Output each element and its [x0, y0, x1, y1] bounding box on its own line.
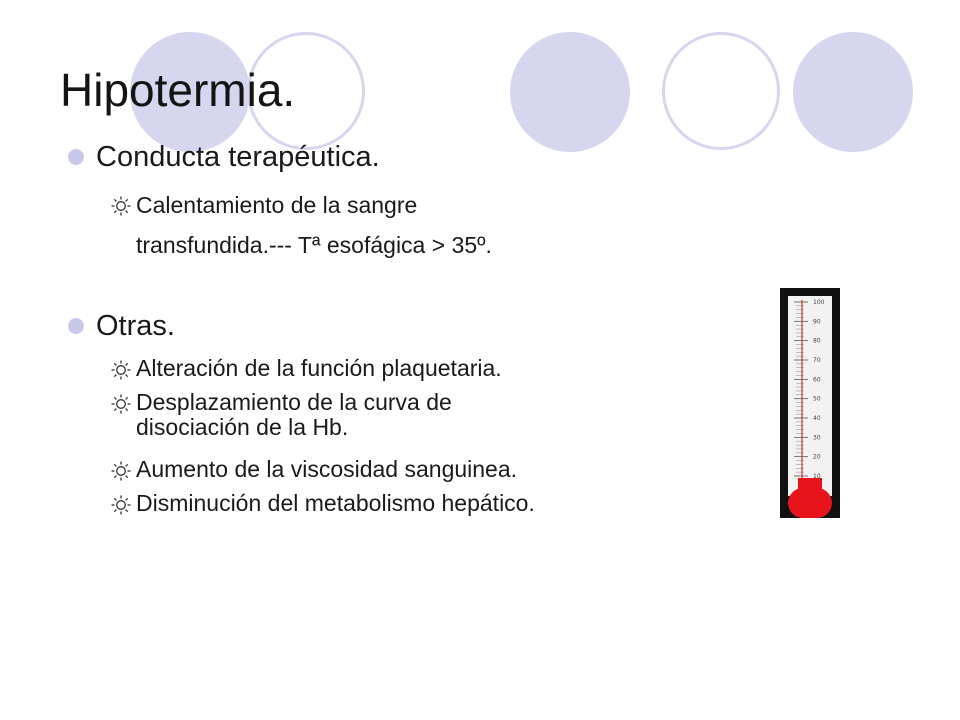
sun-bullet-icon — [110, 195, 132, 217]
bullet-heading: Conducta terapéutica. — [96, 141, 380, 173]
subbullet-desplazamiento — [110, 390, 452, 440]
decor-ring-2 — [662, 32, 780, 150]
bullet-dot-icon — [68, 149, 84, 165]
item-line: Alteración de la función plaquetaria. — [136, 355, 502, 381]
sun-bullet-icon — [110, 460, 132, 482]
sun-bullet-icon — [110, 393, 132, 415]
sun-bullet-icon — [110, 494, 132, 516]
decor-circle-2 — [510, 32, 630, 152]
thermometer-scale-label: 10 — [813, 473, 821, 480]
thermometer-scale-label: 30 — [813, 434, 821, 442]
item-line: disociación de la Hb. — [136, 414, 349, 440]
thermometer-scale-label: 20 — [813, 453, 821, 461]
thermometer-scale-label: 80 — [813, 337, 821, 345]
item-line: transfundida.--- Tª esofágica > 35º. — [136, 232, 492, 258]
bullet-heading: Otras. — [96, 310, 175, 342]
thermometer-scale-label: 60 — [813, 376, 821, 384]
slide-title: Hipotermia. — [60, 64, 296, 116]
bullet-dot-icon — [68, 318, 84, 334]
thermometer-scale-label: 40 — [813, 415, 821, 422]
thermometer-scale-label: 50 — [813, 395, 821, 403]
subbullet-plaquetaria — [110, 356, 502, 381]
subbullet-calentamiento — [110, 185, 492, 265]
item-line: Aumento de la viscosidad sanguinea. — [136, 456, 518, 482]
thermometer-scale-label: 70 — [813, 357, 821, 364]
sun-bullet-icon — [110, 359, 132, 381]
thermometer-scale — [788, 296, 832, 496]
item-line: Desplazamiento de la curva de — [136, 389, 452, 415]
thermometer-scale-label: 100 — [813, 299, 825, 306]
thermometer-scale-label: 90 — [813, 318, 821, 326]
subbullet-metabolismo — [110, 491, 535, 516]
thermometer-mercury — [798, 478, 822, 498]
item-line: Disminución del metabolismo hepático. — [136, 490, 535, 516]
thermometer-icon — [780, 288, 840, 518]
subbullet-viscosidad — [110, 457, 517, 482]
decor-circle-3 — [793, 32, 913, 152]
item-line: Calentamiento de la sangre — [136, 192, 418, 218]
